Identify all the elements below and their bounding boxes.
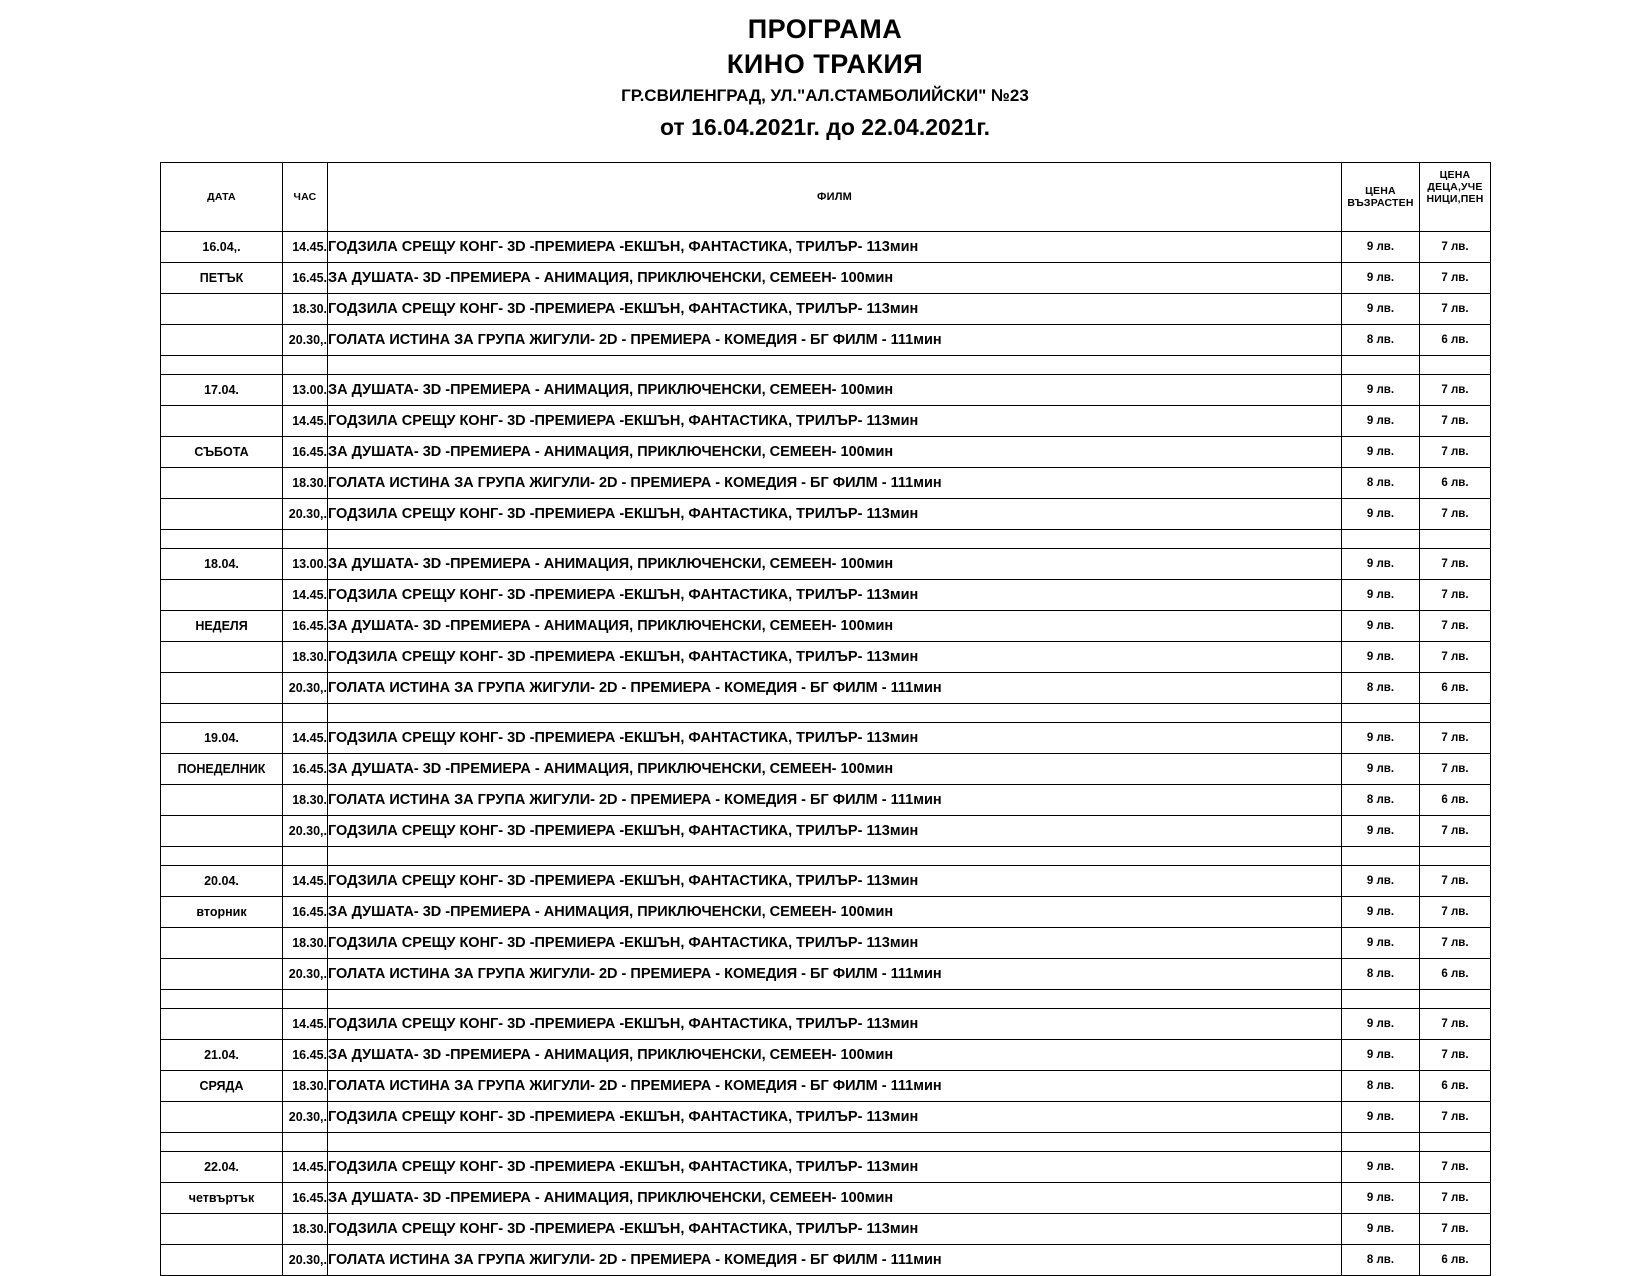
cell-time: 13.00. [283, 549, 328, 580]
spacer-cell [1342, 990, 1420, 1009]
spacer-cell [1420, 356, 1491, 375]
cell-time: 14.45. [283, 723, 328, 754]
group-spacer-row [161, 847, 1491, 866]
cell-film: ЗА ДУШАТА- 3D -ПРЕМИЕРА - АНИМАЦИЯ, ПРИКЛЮЧЕНСКИ, СЕМЕЕН- 100мин [328, 754, 1342, 785]
cell-film: ГОДЗИЛА СРЕЩУ КОНГ- 3D -ПРЕМИЕРА -ЕКШЪН, ФАНТАСТИКА, ТРИЛЪР- 113мин [328, 1214, 1342, 1245]
cell-date: 22.04. [161, 1152, 283, 1183]
cell-time: 20.30,. [283, 1102, 328, 1133]
spacer-cell [1420, 990, 1491, 1009]
cell-price-adult: 9 лв. [1342, 1152, 1420, 1183]
table-row [161, 959, 1491, 990]
spacer-cell [161, 356, 283, 375]
cell-price-child: 7 лв. [1420, 1102, 1491, 1133]
cell-price-child: 6 лв. [1420, 1071, 1491, 1102]
cell-price-child: 7 лв. [1420, 580, 1491, 611]
cell-date [161, 1245, 283, 1276]
cell-price-child: 6 лв. [1420, 1245, 1491, 1276]
cell-price-child: 7 лв. [1420, 1040, 1491, 1071]
table-row [161, 375, 1491, 406]
table-row [161, 406, 1491, 437]
spacer-cell [283, 1133, 328, 1152]
spacer-cell [328, 704, 1342, 723]
cell-price-child: 7 лв. [1420, 928, 1491, 959]
table-row [161, 499, 1491, 530]
spacer-cell [161, 990, 283, 1009]
cell-price-adult: 9 лв. [1342, 232, 1420, 263]
cell-date: НЕДЕЛЯ [161, 611, 283, 642]
column-header-date: ДАТА [161, 163, 283, 232]
cell-film: ГОДЗИЛА СРЕЩУ КОНГ- 3D -ПРЕМИЕРА -ЕКШЪН, ФАНТАСТИКА, ТРИЛЪР- 113мин [328, 1009, 1342, 1040]
cell-date: 16.04,. [161, 232, 283, 263]
schedule-table [160, 162, 1491, 1276]
cell-price-child: 7 лв. [1420, 897, 1491, 928]
cell-date [161, 1214, 283, 1245]
cell-time: 14.45. [283, 580, 328, 611]
spacer-cell [161, 530, 283, 549]
cinema-address: ГР.СВИЛЕНГРАД, УЛ."АЛ.СТАМБОЛИЙСКИ" №23 [621, 86, 1029, 105]
cell-time: 16.45. [283, 611, 328, 642]
cell-film: ГОДЗИЛА СРЕЩУ КОНГ- 3D -ПРЕМИЕРА -ЕКШЪН, ФАНТАСТИКА, ТРИЛЪР- 113мин [328, 723, 1342, 754]
cell-time: 20.30,. [283, 959, 328, 990]
cell-date [161, 642, 283, 673]
group-spacer-row [161, 1133, 1491, 1152]
cell-date: 17.04. [161, 375, 283, 406]
cell-price-adult: 8 лв. [1342, 468, 1420, 499]
table-row [161, 642, 1491, 673]
spacer-cell [328, 356, 1342, 375]
cell-film: ГОЛАТА ИСТИНА ЗА ГРУПА ЖИГУЛИ- 2D - ПРЕМИЕРА - КОМЕДИЯ - БГ ФИЛМ - 111мин [328, 1245, 1342, 1276]
table-row [161, 437, 1491, 468]
spacer-cell [328, 990, 1342, 1009]
table-row [161, 1214, 1491, 1245]
cell-price-child: 6 лв. [1420, 785, 1491, 816]
spacer-cell [1342, 704, 1420, 723]
cell-film: ЗА ДУШАТА- 3D -ПРЕМИЕРА - АНИМАЦИЯ, ПРИКЛЮЧЕНСКИ, СЕМЕЕН- 100мин [328, 897, 1342, 928]
cell-price-child: 7 лв. [1420, 499, 1491, 530]
group-spacer-row [161, 990, 1491, 1009]
cell-price-child: 7 лв. [1420, 294, 1491, 325]
cell-price-adult: 9 лв. [1342, 816, 1420, 847]
table-row [161, 1071, 1491, 1102]
cell-time: 16.45. [283, 897, 328, 928]
table-row [161, 1009, 1491, 1040]
cell-price-child: 7 лв. [1420, 866, 1491, 897]
schedule-table-body [161, 232, 1491, 1276]
table-header-row [161, 163, 1491, 232]
cell-price-child: 7 лв. [1420, 1152, 1491, 1183]
page-header [0, 0, 1650, 144]
cell-film: ГОДЗИЛА СРЕЩУ КОНГ- 3D -ПРЕМИЕРА -ЕКШЪН, ФАНТАСТИКА, ТРИЛЪР- 113мин [328, 294, 1342, 325]
cell-price-child: 6 лв. [1420, 959, 1491, 990]
cell-time: 14.45. [283, 866, 328, 897]
cell-price-adult: 9 лв. [1342, 1183, 1420, 1214]
spacer-cell [1420, 704, 1491, 723]
table-row [161, 325, 1491, 356]
cell-date [161, 406, 283, 437]
cell-price-adult: 9 лв. [1342, 642, 1420, 673]
spacer-cell [161, 704, 283, 723]
table-row [161, 468, 1491, 499]
spacer-cell [283, 990, 328, 1009]
cell-time: 14.45. [283, 1009, 328, 1040]
cell-price-child: 7 лв. [1420, 232, 1491, 263]
cell-film: ГОДЗИЛА СРЕЩУ КОНГ- 3D -ПРЕМИЕРА -ЕКШЪН, ФАНТАСТИКА, ТРИЛЪР- 113мин [328, 1102, 1342, 1133]
spacer-cell [328, 1133, 1342, 1152]
cell-price-child: 6 лв. [1420, 468, 1491, 499]
page-title: ПРОГРАМА [747, 14, 903, 44]
cell-film: ЗА ДУШАТА- 3D -ПРЕМИЕРА - АНИМАЦИЯ, ПРИКЛЮЧЕНСКИ, СЕМЕЕН- 100мин [328, 1183, 1342, 1214]
column-header-film: ФИЛМ [328, 163, 1342, 232]
cell-price-child: 7 лв. [1420, 1183, 1491, 1214]
cell-price-child: 7 лв. [1420, 375, 1491, 406]
cell-time: 14.45. [283, 232, 328, 263]
cell-price-adult: 8 лв. [1342, 673, 1420, 704]
cell-price-child: 7 лв. [1420, 263, 1491, 294]
cell-price-adult: 9 лв. [1342, 549, 1420, 580]
spacer-cell [1342, 1133, 1420, 1152]
group-spacer-row [161, 530, 1491, 549]
cell-time: 16.45. [283, 263, 328, 294]
cell-date [161, 673, 283, 704]
cell-time: 18.30. [283, 785, 328, 816]
cell-time: 18.30. [283, 468, 328, 499]
column-header-price-adult [1342, 163, 1420, 232]
column-header-time: ЧАС [283, 163, 328, 232]
spacer-cell [1420, 847, 1491, 866]
cell-price-adult: 9 лв. [1342, 897, 1420, 928]
spacer-cell [161, 847, 283, 866]
cell-date [161, 325, 283, 356]
spacer-cell [283, 704, 328, 723]
cell-film: ГОДЗИЛА СРЕЩУ КОНГ- 3D -ПРЕМИЕРА -ЕКШЪН, ФАНТАСТИКА, ТРИЛЪР- 113мин [328, 406, 1342, 437]
cell-time: 18.30. [283, 928, 328, 959]
table-row [161, 785, 1491, 816]
cell-price-adult: 9 лв. [1342, 928, 1420, 959]
cell-date [161, 816, 283, 847]
price-adult-label-line1: ЦЕНА [1365, 185, 1396, 197]
cell-film: ГОДЗИЛА СРЕЩУ КОНГ- 3D -ПРЕМИЕРА -ЕКШЪН, ФАНТАСТИКА, ТРИЛЪР- 113мин [328, 580, 1342, 611]
cell-time: 20.30,. [283, 499, 328, 530]
cell-date: вторник [161, 897, 283, 928]
group-spacer-row [161, 704, 1491, 723]
spacer-cell [283, 847, 328, 866]
cell-date: 21.04. [161, 1040, 283, 1071]
cell-date [161, 1102, 283, 1133]
spacer-cell [1342, 530, 1420, 549]
cell-price-adult: 9 лв. [1342, 406, 1420, 437]
cell-date [161, 499, 283, 530]
cell-time: 16.45. [283, 1040, 328, 1071]
cell-date: ПЕТЪК [161, 263, 283, 294]
cell-date [161, 1009, 283, 1040]
cell-film: ГОЛАТА ИСТИНА ЗА ГРУПА ЖИГУЛИ- 2D - ПРЕМИЕРА - КОМЕДИЯ - БГ ФИЛМ - 111мин [328, 468, 1342, 499]
cell-film: ЗА ДУШАТА- 3D -ПРЕМИЕРА - АНИМАЦИЯ, ПРИКЛЮЧЕНСКИ, СЕМЕЕН- 100мин [328, 549, 1342, 580]
cell-price-child: 7 лв. [1420, 549, 1491, 580]
table-row [161, 673, 1491, 704]
cell-price-adult: 9 лв. [1342, 1102, 1420, 1133]
cell-film: ГОЛАТА ИСТИНА ЗА ГРУПА ЖИГУЛИ- 2D - ПРЕМИЕРА - КОМЕДИЯ - БГ ФИЛМ - 111мин [328, 1071, 1342, 1102]
cell-price-child: 7 лв. [1420, 437, 1491, 468]
table-row [161, 263, 1491, 294]
cell-date: 20.04. [161, 866, 283, 897]
cell-time: 18.30. [283, 1071, 328, 1102]
cell-time: 18.30. [283, 642, 328, 673]
table-row [161, 1102, 1491, 1133]
price-adult-label-line2: ВЪЗРАСТЕН [1347, 197, 1414, 209]
cell-film: ЗА ДУШАТА- 3D -ПРЕМИЕРА - АНИМАЦИЯ, ПРИКЛЮЧЕНСКИ, СЕМЕЕН- 100мин [328, 375, 1342, 406]
cell-price-adult: 9 лв. [1342, 1214, 1420, 1245]
cell-film: ГОЛАТА ИСТИНА ЗА ГРУПА ЖИГУЛИ- 2D - ПРЕМИЕРА - КОМЕДИЯ - БГ ФИЛМ - 111мин [328, 785, 1342, 816]
cell-price-adult: 9 лв. [1342, 866, 1420, 897]
schedule-table-wrapper [160, 162, 1490, 1276]
cell-film: ЗА ДУШАТА- 3D -ПРЕМИЕРА - АНИМАЦИЯ, ПРИКЛЮЧЕНСКИ, СЕМЕЕН- 100мин [328, 611, 1342, 642]
cell-film: ГОДЗИЛА СРЕЩУ КОНГ- 3D -ПРЕМИЕРА -ЕКШЪН, ФАНТАСТИКА, ТРИЛЪР- 113мин [328, 1152, 1342, 1183]
cell-film: ЗА ДУШАТА- 3D -ПРЕМИЕРА - АНИМАЦИЯ, ПРИКЛЮЧЕНСКИ, СЕМЕЕН- 100мин [328, 263, 1342, 294]
cell-film: ГОДЗИЛА СРЕЩУ КОНГ- 3D -ПРЕМИЕРА -ЕКШЪН, ФАНТАСТИКА, ТРИЛЪР- 113мин [328, 642, 1342, 673]
cell-price-adult: 9 лв. [1342, 437, 1420, 468]
table-row [161, 294, 1491, 325]
cell-time: 20.30,. [283, 673, 328, 704]
spacer-cell [283, 530, 328, 549]
table-row [161, 580, 1491, 611]
cell-film: ГОЛАТА ИСТИНА ЗА ГРУПА ЖИГУЛИ- 2D - ПРЕМИЕРА - КОМЕДИЯ - БГ ФИЛМ - 111мин [328, 325, 1342, 356]
table-row [161, 1183, 1491, 1214]
cell-price-child: 7 лв. [1420, 816, 1491, 847]
cell-date [161, 785, 283, 816]
cell-price-adult: 8 лв. [1342, 959, 1420, 990]
table-row [161, 928, 1491, 959]
cell-price-adult: 8 лв. [1342, 1071, 1420, 1102]
cell-price-adult: 9 лв. [1342, 723, 1420, 754]
cell-date: 18.04. [161, 549, 283, 580]
cell-date: СЪБОТА [161, 437, 283, 468]
cell-film: ГОДЗИЛА СРЕЩУ КОНГ- 3D -ПРЕМИЕРА -ЕКШЪН, ФАНТАСТИКА, ТРИЛЪР- 113мин [328, 866, 1342, 897]
spacer-cell [161, 1133, 283, 1152]
price-child-label-line3: НИЦИ,ПЕН [1426, 193, 1484, 205]
group-spacer-row [161, 356, 1491, 375]
program-date-range: от 16.04.2021г. до 22.04.2021г. [659, 114, 991, 140]
cell-price-adult: 8 лв. [1342, 1245, 1420, 1276]
cell-film: ГОЛАТА ИСТИНА ЗА ГРУПА ЖИГУЛИ- 2D - ПРЕМИЕРА - КОМЕДИЯ - БГ ФИЛМ - 111мин [328, 673, 1342, 704]
spacer-cell [283, 356, 328, 375]
table-row [161, 816, 1491, 847]
cell-film: ГОДЗИЛА СРЕЩУ КОНГ- 3D -ПРЕМИЕРА -ЕКШЪН, ФАНТАСТИКА, ТРИЛЪР- 113мин [328, 499, 1342, 530]
cell-film: ГОЛАТА ИСТИНА ЗА ГРУПА ЖИГУЛИ- 2D - ПРЕМИЕРА - КОМЕДИЯ - БГ ФИЛМ - 111мин [328, 959, 1342, 990]
cell-price-child: 7 лв. [1420, 406, 1491, 437]
cell-price-child: 7 лв. [1420, 1214, 1491, 1245]
price-child-label-line2: ДЕЦА,УЧЕ [1427, 181, 1483, 193]
cell-price-adult: 8 лв. [1342, 785, 1420, 816]
cell-date: четвъртък [161, 1183, 283, 1214]
cell-price-child: 7 лв. [1420, 754, 1491, 785]
cell-price-child: 6 лв. [1420, 673, 1491, 704]
table-row [161, 1245, 1491, 1276]
cell-price-child: 7 лв. [1420, 642, 1491, 673]
cell-time: 16.45. [283, 1183, 328, 1214]
cell-time: 20.30,. [283, 816, 328, 847]
table-row [161, 549, 1491, 580]
cell-time: 14.45. [283, 406, 328, 437]
spacer-cell [328, 530, 1342, 549]
spacer-cell [1342, 356, 1420, 375]
cell-date [161, 580, 283, 611]
cell-film: ЗА ДУШАТА- 3D -ПРЕМИЕРА - АНИМАЦИЯ, ПРИКЛЮЧЕНСКИ, СЕМЕЕН- 100мин [328, 1040, 1342, 1071]
table-row [161, 1040, 1491, 1071]
cell-time: 18.30. [283, 1214, 328, 1245]
cell-date [161, 928, 283, 959]
cell-time: 14.45. [283, 1152, 328, 1183]
cell-price-child: 7 лв. [1420, 723, 1491, 754]
cell-date: СРЯДА [161, 1071, 283, 1102]
cell-date: ПОНЕДЕЛНИК [161, 754, 283, 785]
cell-film: ГОДЗИЛА СРЕЩУ КОНГ- 3D -ПРЕМИЕРА -ЕКШЪН, ФАНТАСТИКА, ТРИЛЪР- 113мин [328, 928, 1342, 959]
table-row [161, 1152, 1491, 1183]
cell-price-adult: 9 лв. [1342, 580, 1420, 611]
cell-price-child: 7 лв. [1420, 1009, 1491, 1040]
cell-price-adult: 9 лв. [1342, 1009, 1420, 1040]
cell-time: 13.00. [283, 375, 328, 406]
table-row [161, 754, 1491, 785]
cell-price-adult: 8 лв. [1342, 325, 1420, 356]
cell-time: 16.45. [283, 754, 328, 785]
cell-time: 20.30,. [283, 1245, 328, 1276]
table-row [161, 897, 1491, 928]
spacer-cell [1420, 1133, 1491, 1152]
spacer-cell [328, 847, 1342, 866]
price-child-label-line1: ЦЕНА [1439, 169, 1471, 181]
cell-price-child: 6 лв. [1420, 325, 1491, 356]
cell-time: 20.30,. [283, 325, 328, 356]
cell-date [161, 294, 283, 325]
cell-film: ГОДЗИЛА СРЕЩУ КОНГ- 3D -ПРЕМИЕРА -ЕКШЪН, ФАНТАСТИКА, ТРИЛЪР- 113мин [328, 232, 1342, 263]
table-row [161, 723, 1491, 754]
cinema-name: КИНО ТРАКИЯ [726, 49, 924, 79]
table-row [161, 611, 1491, 642]
table-row [161, 232, 1491, 263]
cell-time: 16.45. [283, 437, 328, 468]
cell-date: 19.04. [161, 723, 283, 754]
cell-price-adult: 9 лв. [1342, 611, 1420, 642]
cell-price-adult: 9 лв. [1342, 499, 1420, 530]
cell-film: ЗА ДУШАТА- 3D -ПРЕМИЕРА - АНИМАЦИЯ, ПРИКЛЮЧЕНСКИ, СЕМЕЕН- 100мин [328, 437, 1342, 468]
cell-price-adult: 9 лв. [1342, 1040, 1420, 1071]
cell-price-adult: 9 лв. [1342, 263, 1420, 294]
cell-price-adult: 9 лв. [1342, 375, 1420, 406]
column-header-price-child [1420, 163, 1491, 232]
cell-price-adult: 9 лв. [1342, 754, 1420, 785]
cell-time: 18.30. [283, 294, 328, 325]
table-row [161, 866, 1491, 897]
cell-date [161, 959, 283, 990]
cell-film: ГОДЗИЛА СРЕЩУ КОНГ- 3D -ПРЕМИЕРА -ЕКШЪН, ФАНТАСТИКА, ТРИЛЪР- 113мин [328, 816, 1342, 847]
spacer-cell [1420, 530, 1491, 549]
cell-price-adult: 9 лв. [1342, 294, 1420, 325]
spacer-cell [1342, 847, 1420, 866]
cell-date [161, 468, 283, 499]
cell-price-child: 7 лв. [1420, 611, 1491, 642]
